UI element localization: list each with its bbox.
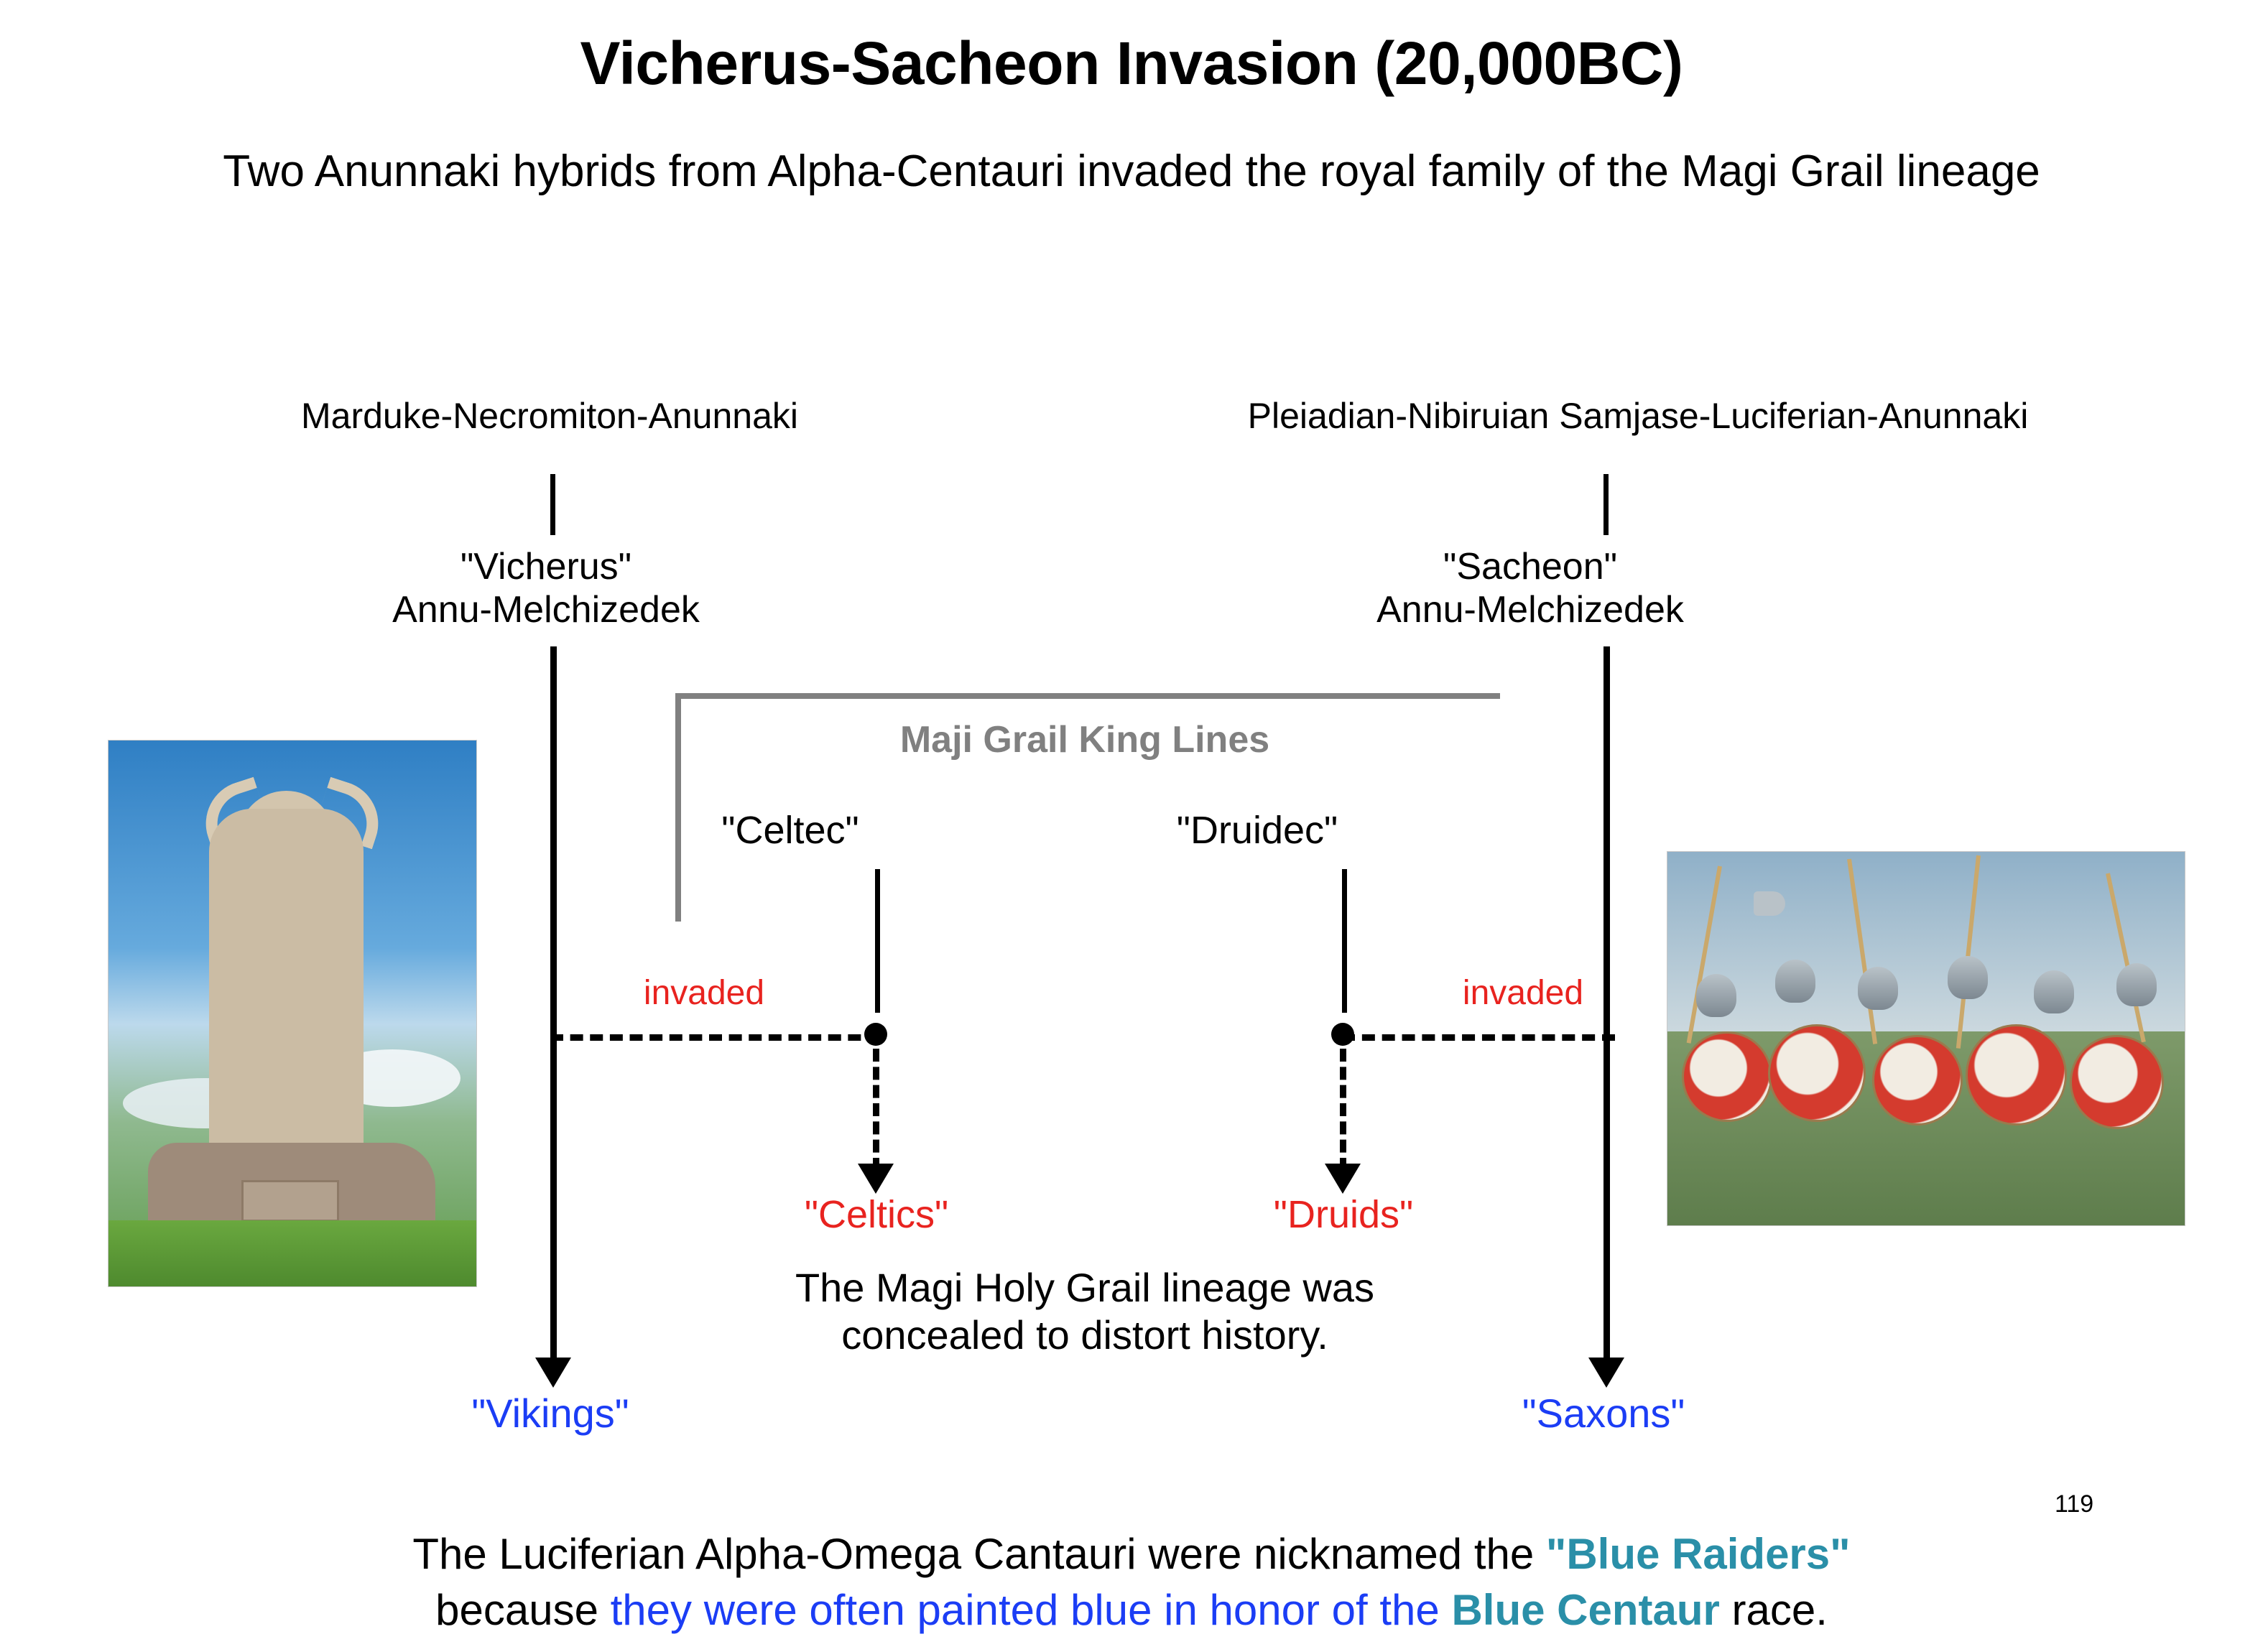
- footer-line1-text: The Luciferian Alpha-Omega Cantauri were nicknamed the: [412, 1530, 1546, 1578]
- page-subtitle: Two Anunnaki hybrids from Alpha-Centauri invaded the royal family of the Magi Grail lineage: [223, 147, 2040, 196]
- invaded-line-right: [1342, 1034, 1615, 1041]
- helmet-shape: [2116, 963, 2157, 1006]
- maji-grail-label: Maji Grail King Lines: [899, 719, 1270, 761]
- invaded-label-left: invaded: [643, 974, 765, 1012]
- arrow-vikings: [535, 1358, 571, 1388]
- grail-line-celtec: "Celtec": [721, 809, 859, 852]
- footer-painted-blue: they were often painted blue in honor of the: [610, 1586, 1452, 1634]
- result-vikings: "Vikings": [471, 1391, 629, 1436]
- invaded-label-right: invaded: [1462, 974, 1584, 1012]
- shield-shape: [1682, 1031, 1772, 1122]
- result-celtics: "Celtics": [804, 1193, 949, 1236]
- result-druids: "Druids": [1273, 1193, 1414, 1236]
- connector-parent-left: [550, 474, 555, 535]
- shield-shape: [2070, 1035, 2164, 1129]
- connector-celtec: [875, 869, 880, 1013]
- helmet-shape: [1696, 974, 1736, 1017]
- footer-blue-centaur: Blue Centaur: [1451, 1586, 1720, 1634]
- footer-line-1: [43, 1526, 2220, 1582]
- footer-line2-text: because: [435, 1586, 611, 1634]
- page-title: Vicherus-Sacheon Invasion (20,000BC): [580, 29, 1683, 97]
- node-dot-druidec: [1331, 1023, 1354, 1046]
- connector-vikings-trunk: [550, 646, 557, 1365]
- child-label-left: [180, 546, 912, 632]
- footer-caption: [43, 1526, 2220, 1638]
- helmet-shape: [1948, 956, 1988, 999]
- child-right-title: Annu-Melchizedek: [1376, 588, 1684, 631]
- child-left-name: "Vicherus": [460, 546, 632, 588]
- concealment-note: The Magi Holy Grail lineage was concealed to distort history.: [795, 1265, 1375, 1358]
- grass-shape: [108, 1220, 476, 1286]
- helmet-shape: [1775, 960, 1815, 1003]
- page-number: 119: [2055, 1490, 2094, 1518]
- shield-shape: [1966, 1024, 2067, 1126]
- footer-line2-tail: race.: [1719, 1586, 1828, 1634]
- arrow-celtics: [858, 1164, 894, 1194]
- statue-body: [209, 809, 364, 1175]
- footer-blue-raiders: "Blue Raiders": [1545, 1530, 1851, 1578]
- shield-shape: [1768, 1024, 1866, 1122]
- arrow-druids: [1325, 1164, 1361, 1194]
- footer-line-2: [43, 1582, 2220, 1638]
- child-right-name: "Sacheon": [1443, 546, 1618, 588]
- shield-shape: [1872, 1035, 1963, 1126]
- axe-shape: [1754, 891, 1785, 916]
- invaded-line-left: [550, 1034, 881, 1041]
- connector-druids: [1340, 1049, 1346, 1171]
- parent-label-right: Pleiadian-Nibiruian Samjase-Luciferian-Anunnaki: [1247, 396, 2029, 436]
- plaque-shape: [241, 1180, 339, 1222]
- grail-line-druidec: "Druidec": [1176, 809, 1338, 852]
- child-left-title: Annu-Melchizedek: [392, 588, 700, 631]
- connector-druidec: [1342, 869, 1347, 1013]
- viking-statue-image: [108, 740, 477, 1287]
- arrow-saxons: [1588, 1358, 1624, 1388]
- connector-celtics: [873, 1049, 879, 1171]
- helmet-shape: [2034, 970, 2074, 1013]
- helmet-shape: [1858, 967, 1898, 1010]
- connector-parent-right: [1603, 474, 1609, 535]
- node-dot-celtec: [864, 1023, 887, 1046]
- result-saxons: "Saxons": [1522, 1391, 1685, 1436]
- child-label-right: [1171, 546, 1889, 632]
- saxon-warriors-image: [1667, 851, 2185, 1226]
- parent-label-left: Marduke-Necromiton-Anunnaki: [301, 396, 798, 436]
